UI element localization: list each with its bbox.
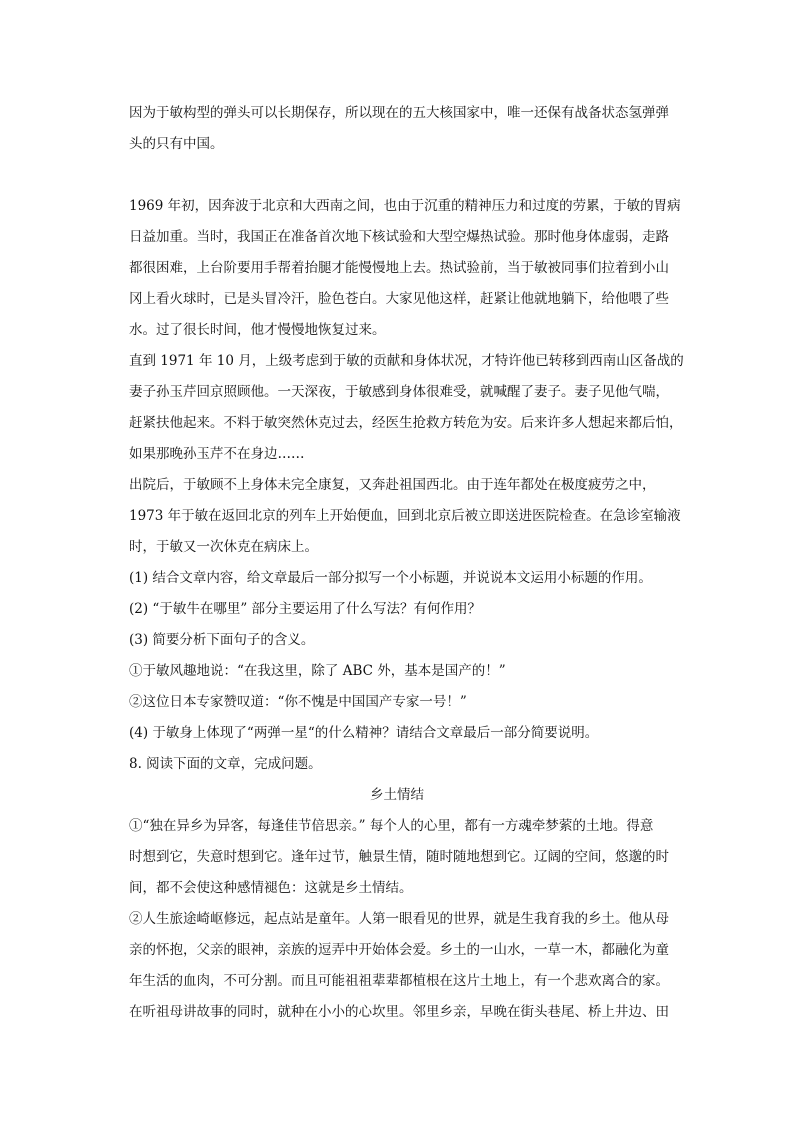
- text-line: 1969 年初，因奔波于北京和大西南之间，也由于沉重的精神压力和过度的劳累，于敏的胃病: [129, 198, 681, 214]
- text-line: 年生活的血肉，不可分割。而且可能祖祖辈辈都植根在这片土地上，有一个悲欢离合的家。: [129, 973, 669, 989]
- question-heading: 8. 阅读下面的文章，完成问题。: [129, 756, 322, 772]
- text-line: 日益加重。当时，我国正在准备首次地下核试验和大型空爆热试验。那时他身体虚弱，走路: [129, 229, 669, 245]
- text-line: 头的只有中国。: [129, 136, 224, 152]
- text-line: 间，都不会使这种感情褪色：这就是乡土情结。: [129, 880, 413, 896]
- question-line: ①于敏风趣地说：“在我这里，除了 ABC 外，基本是国产的！”: [129, 663, 506, 679]
- text-line: 冈上看火球时，已是头冒冷汗，脸色苍白。大家见他这样，赶紧让他就地躺下，给他喂了些: [129, 291, 669, 307]
- text-line: 亲的怀抱，父亲的眼神，亲族的逗弄中开始体会爱。乡土的一山水，一草一木，都融化为童: [129, 942, 669, 958]
- text-line: 因为于敏构型的弹头可以长期保存，所以现在的五大核国家中，唯一还保有战备状态氢弹弹: [129, 105, 669, 121]
- text-line: 妻子孙玉芹回京照顾他。一天深夜，于敏感到身体很难受，就喊醒了妻子。妻子见他气喘，: [129, 384, 669, 400]
- text-line: 时，于敏又一次休克在病床上。: [129, 539, 318, 555]
- text-line: 水。过了很长时间，他才慢慢地恢复过来。: [129, 322, 386, 338]
- text-line: 直到 1971 年 10 月，上级考虑到于敏的贡献和身体状况，才特许他已转移到西南山区备战的: [129, 353, 684, 369]
- article-title: 乡土情结: [370, 787, 424, 803]
- text-line: ①“独在异乡为异客，每逢佳节倍思亲。” 每个人的心里，都有一方魂牵梦萦的土地。得意: [129, 818, 654, 834]
- text-line: 赶紧扶他起来。不料于敏突然休克过去，经医生抢救方转危为安。后来许多人想起来都后怕，: [129, 415, 683, 431]
- text-line: 在听祖母讲故事的同时，就种在小小的心坎里。邻里乡亲，早晚在街头巷尾、桥上井边、田: [129, 1004, 669, 1020]
- question-line: (4) 于敏身上体现了“两弹一星“的什么精神？请结合文章最后一部分简要说明。: [129, 725, 599, 741]
- question-line: ②这位日本专家赞叹道：“你不愧是中国国产专家一号！”: [129, 694, 467, 710]
- text-line: 如果那晚孙玉芹不在身边……: [129, 446, 305, 462]
- text-line: 出院后，于敏顾不上身体未完全康复，又奔赴祖国西北。由于连年都处在极度疲劳之中，: [129, 477, 656, 493]
- text-line: ②人生旅途崎岖修远，起点站是童年。人第一眼看见的世界，就是生我育我的乡土。他从母: [129, 911, 669, 927]
- question-line: (1) 结合文章内容，给文章最后一部分拟写一个小标题，并说说本文运用小标题的作用。: [129, 570, 652, 586]
- question-line: (2) “于敏牛在哪里” 部分主要运用了什么写法？有何作用？: [129, 601, 482, 617]
- text-line: 都很困难，上台阶要用手帮着抬腿才能慢慢地上去。热试验前，当于敏被同事们拉着到小山: [129, 260, 669, 276]
- text-line: 时想到它，失意时想到它。逢年过节，触景生情，随时随地想到它。辽阔的空间，悠邈的时: [129, 849, 669, 865]
- question-line: (3) 简要分析下面句子的含义。: [129, 632, 315, 648]
- text-line: 1973 年于敏在返回北京的列车上开始便血，回到北京后被立即送进医院检查。在急诊室输液: [129, 508, 681, 524]
